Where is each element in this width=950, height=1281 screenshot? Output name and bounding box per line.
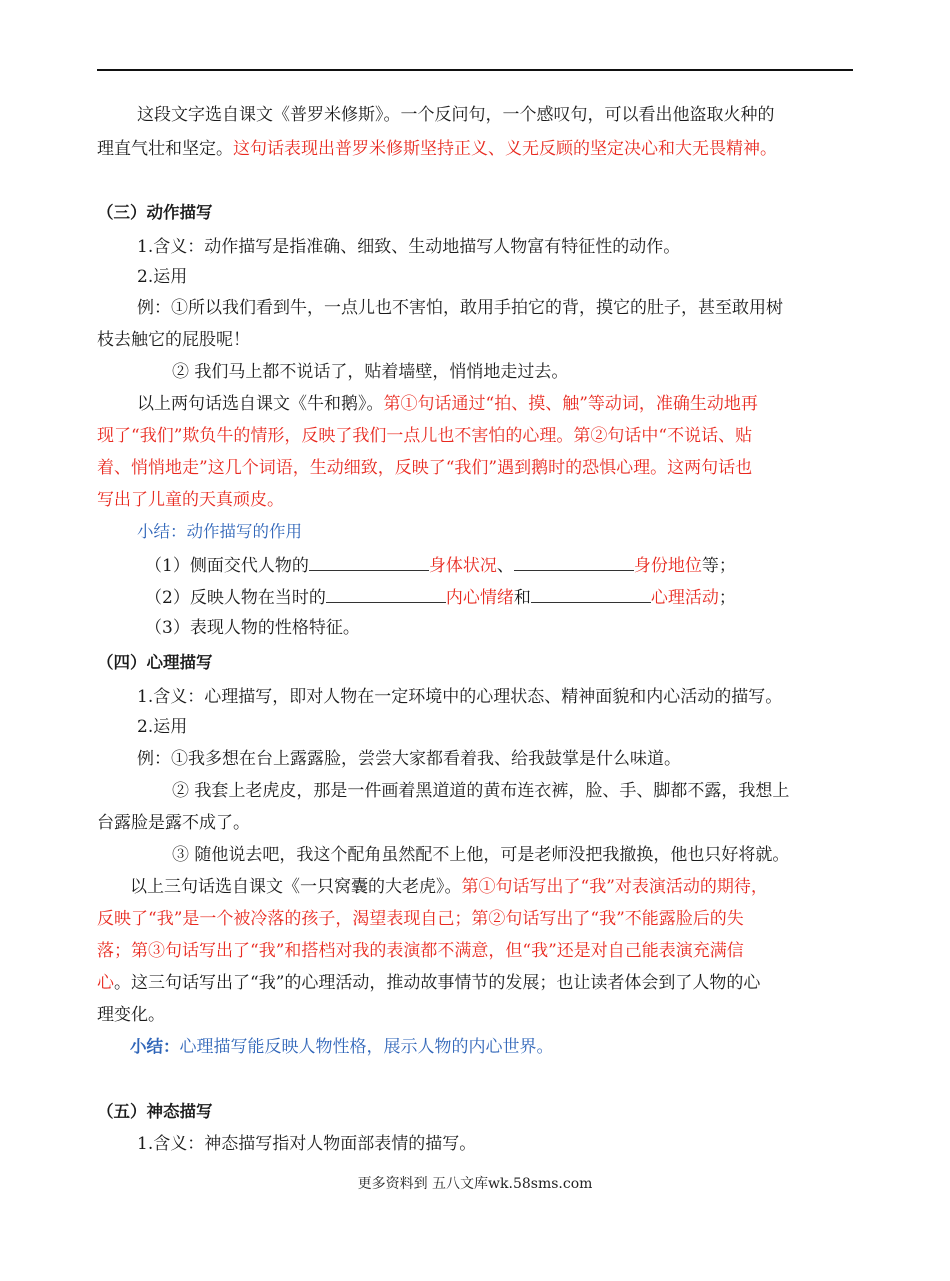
fill-blank [309,553,429,571]
para-1-line-2: 理直气壮和坚定。这句话表现出普罗米修斯坚持正义、义无反顾的坚定决心和大无畏精神。 [97,139,777,159]
section-4-analysis-1: 以上三句话选自课文《一只窝囊的大老虎》。第①句话写出了“我”对表演活动的期待， [130,877,768,897]
section-4-analysis-3: 落；第③句话写出了“我”和搭档对我的表演都不满意，但“我”还是对自己能表演充满信 [97,941,744,961]
section-4-title: （四）心理描写 [97,653,213,672]
section-3-summary: 小结：动作描写的作用 [137,522,302,541]
section-4-example-3: ③ 随他说去吧，我这个配角虽然配不上他，可是老师没把我撤换，他也只好将就。 [172,845,790,865]
fill-blank [326,585,446,603]
section-3-analysis-4: 写出了儿童的天真顽皮。 [97,490,284,510]
fill-blank [531,585,651,603]
section-4-analysis-4: 心。这三句话写出了“我”的心理活动，推动故事情节的发展；也让读者体会到了人物的心 [97,973,761,993]
section-3-analysis-1: 以上两句话选自课文《牛和鹅》。第①句话通过“拍、摸、触”等动词，准确生动地再 [137,394,758,414]
section-4-example-2b: 台露脸是露不成了。 [97,813,250,833]
section-4-example-1: 例：①我多想在台上露露脸，尝尝大家都看着我、给我鼓掌是什么味道。 [137,749,681,769]
para-1-line-1: 这段文字选自课文《普罗米修斯》。一个反问句，一个感叹句，可以看出他盗取火种的 [137,105,775,125]
section-4-definition: 1.含义：心理描写，即对人物在一定环境中的心理状态、精神面貌和内心活动的描写。 [137,687,783,707]
section-3-example-1a: 例：①所以我们看到牛，一点儿也不害怕，敢用手拍它的背，摸它的肚子，甚至敢用树 [137,298,783,318]
section-4-analysis-5: 理变化。 [97,1005,165,1025]
section-4-summary: 小结：心理描写能反映人物性格，展示人物的内心世界。 [130,1037,554,1057]
section-3-analysis-3: 着、悄悄地走”这几个词语，生动细致，反映了“我们”遇到鹅时的恐惧心理。这两句话也 [97,458,753,478]
header-rule [97,69,853,71]
section-5-title: （五）神态描写 [97,1102,213,1121]
section-3-usage: 2.运用 [137,267,188,287]
section-3-item-3: （3）表现人物的性格特征。 [145,618,360,638]
section-3-definition: 1.含义：动作描写是指准确、细致、生动地描写人物富有特征性的动作。 [137,237,681,257]
section-3-item-1: （1）侧面交代人物的 身体状况、 身份地位等； [145,553,736,577]
section-4-analysis-2: 反映了“我”是一个被冷落的孩子，渴望表现自己；第②句话写出了“我”不能露脸后的失 [97,909,744,929]
section-3-example-2: ② 我们马上都不说话了，贴着墙壁，悄悄地走过去。 [172,362,569,382]
section-4-example-2a: ② 我套上老虎皮，那是一件画着黑道道的黄布连衣裤，脸、手、脚都不露，我想上 [172,781,790,801]
section-5-definition: 1.含义：神态描写指对人物面部表情的描写。 [137,1134,477,1154]
fill-blank [514,553,634,571]
section-3-title: （三）动作描写 [97,203,213,222]
section-3-item-2: （2）反映人物在当时的 内心情绪和 心理活动； [145,585,736,609]
section-3-analysis-2: 现了“我们”欺负牛的情形，反映了我们一点儿也不害怕的心理。第②句话中“不说话、贴 [97,426,753,446]
footer-text: 更多资料到 五八文库wk.58sms.com [357,1176,593,1192]
section-4-usage: 2.运用 [137,717,188,737]
section-3-example-1b: 枝去触它的屁股呢！ [97,330,250,350]
